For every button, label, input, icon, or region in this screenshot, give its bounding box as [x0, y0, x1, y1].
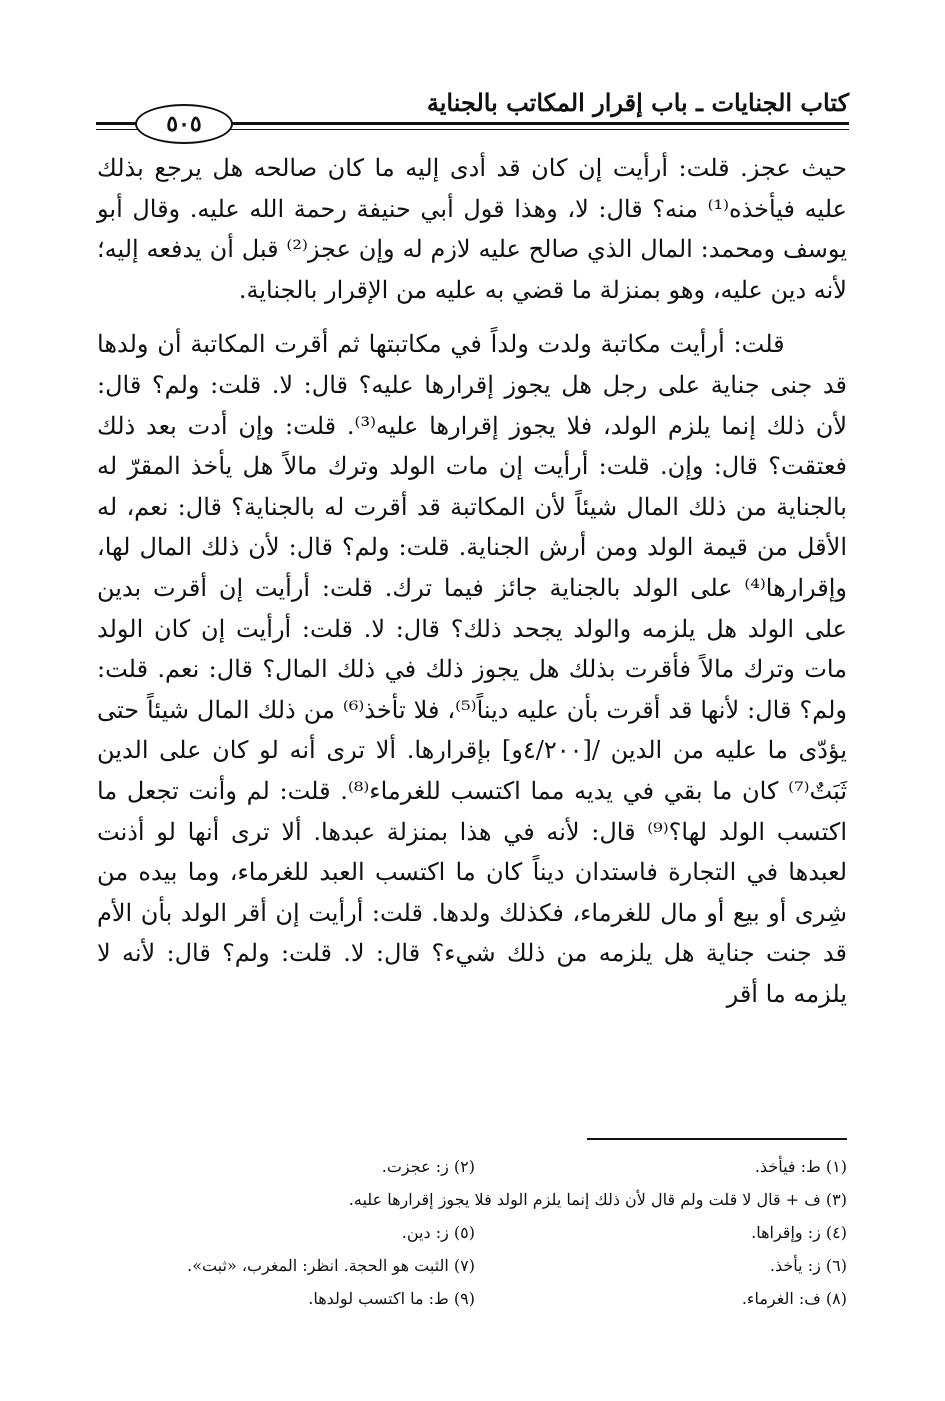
page-number: ٥٠٥	[166, 111, 202, 137]
footnote-7: (٧) الثبت هو الحجة. انظر: المغرب، «ثبت».	[187, 1256, 475, 1275]
running-head-title: كتاب الجنايات ـ باب إقرار المكاتب بالجناية	[426, 88, 849, 117]
footnote-3: (٣) ف + قال لا قلت ولم قال لأن ذلك إنما يلزم الولد فلا يجوز إقرارها عليه.	[348, 1190, 847, 1209]
footnote-row	[97, 1216, 847, 1249]
main-text	[97, 148, 847, 1014]
footnote-5: (٥) ز: دين.	[401, 1223, 475, 1242]
footnote-8: (٨) ف: الغرماء.	[741, 1289, 847, 1308]
footnote-4: (٤) ز: وإقراها.	[751, 1223, 847, 1242]
footnote-9: (٩) ط: ما اكتسب لولدها.	[308, 1289, 475, 1308]
footnote-1: (١) ط: فيأخذ.	[754, 1157, 847, 1176]
footnotes	[97, 1150, 847, 1315]
footnote-row	[97, 1183, 847, 1216]
footnote-6: (٦) ز: يأخذ.	[769, 1256, 847, 1275]
footnote-row	[97, 1150, 847, 1183]
paragraph-1: حيث عجز. قلت: أرأيت إن كان قد أدى إليه ما كان صالحه هل يرجع بذلك عليه فيأخذه⁽¹⁾ منه؟ قال: لا، وهذا قول أبي حنيفة رحمة الله عليه. وقال أبو يوسف ومحمد: المال الذي صالح عليه لازم له وإن عجز⁽²⁾ قبل أن يدفعه إليه؛ لأنه دين عليه، وهو بمنزلة ما قضي به عليه من الإقرار بالجناية.	[97, 154, 847, 304]
page-number-oval	[135, 104, 233, 144]
footnote-row	[97, 1282, 847, 1315]
footnote-row	[97, 1249, 847, 1282]
footnote-separator	[587, 1138, 847, 1140]
footnote-2: (٢) ز: عجزت.	[381, 1157, 475, 1176]
paragraph-2: قلت: أرأيت مكاتبة ولدت ولداً في مكاتبتها ثم أقرت المكاتبة أن ولدها قد جنى جناية على رجل هل يجوز إقرارها عليه؟ قال: لا. قلت: ولم؟ قال: لأن ذلك إنما يلزم الولد، فلا يجوز إقرارها عليه⁽³⁾. قلت: وإن أدت بعد ذلك فعتقت؟ قال: وإن. قلت: أرأيت إن مات الولد وترك مالاً هل يأخذ المقرّ له بالجناية من ذلك المال شيئاً لأن المكاتبة قد أقرت له بالجناية؟ قال: نعم، له الأقل من قيمة الولد ومن أرش الجناية. قلت: ولم؟ قال: لأن ذلك المال لها، وإقرارها⁽⁴⁾ على الولد بالجناية جائز فيما ترك. قلت: أرأيت إن أقرت بدين على الولد هل يلزمه والولد يجحد ذلك؟ قال: لا. قلت: أرأيت إن كان الولد مات وترك مالاً فأقرت بذلك هل يجوز ذلك في ذلك المال؟ قال: نعم. قلت: ولم؟ قال: لأنها قد أقرت بأن عليه ديناً⁽⁵⁾، فلا تأخذ⁽⁶⁾ من ذلك المال شيئاً حتى يؤدّى ما عليه من الدين /[٤/٢٠٠و] بإقرارها. ألا ترى أنه لو كان على الدين ثَبَتٌ⁽⁷⁾ كان ما بقي في يديه مما اكتسب للغرماء⁽⁸⁾. قلت: لم وأنت تجعل ما اكتسب الولد لها؟⁽⁹⁾ قال: لأنه في هذا بمنزلة عبدها. ألا ترى أنها لو أذنت لعبدها في التجارة فاستدان ديناً كان ما اكتسب العبد للغرماء، وما بيده من شِرى أو بيع أو مال للغرماء، فكذلك ولدها. قلت: أرأيت إن أقر الولد بأن الأم قد جنت جناية هل يلزمه من ذلك شيء؟ قال: لا. قلت: ولم؟ قال: لأنه لا يلزمه ما أقر	[97, 330, 848, 1008]
